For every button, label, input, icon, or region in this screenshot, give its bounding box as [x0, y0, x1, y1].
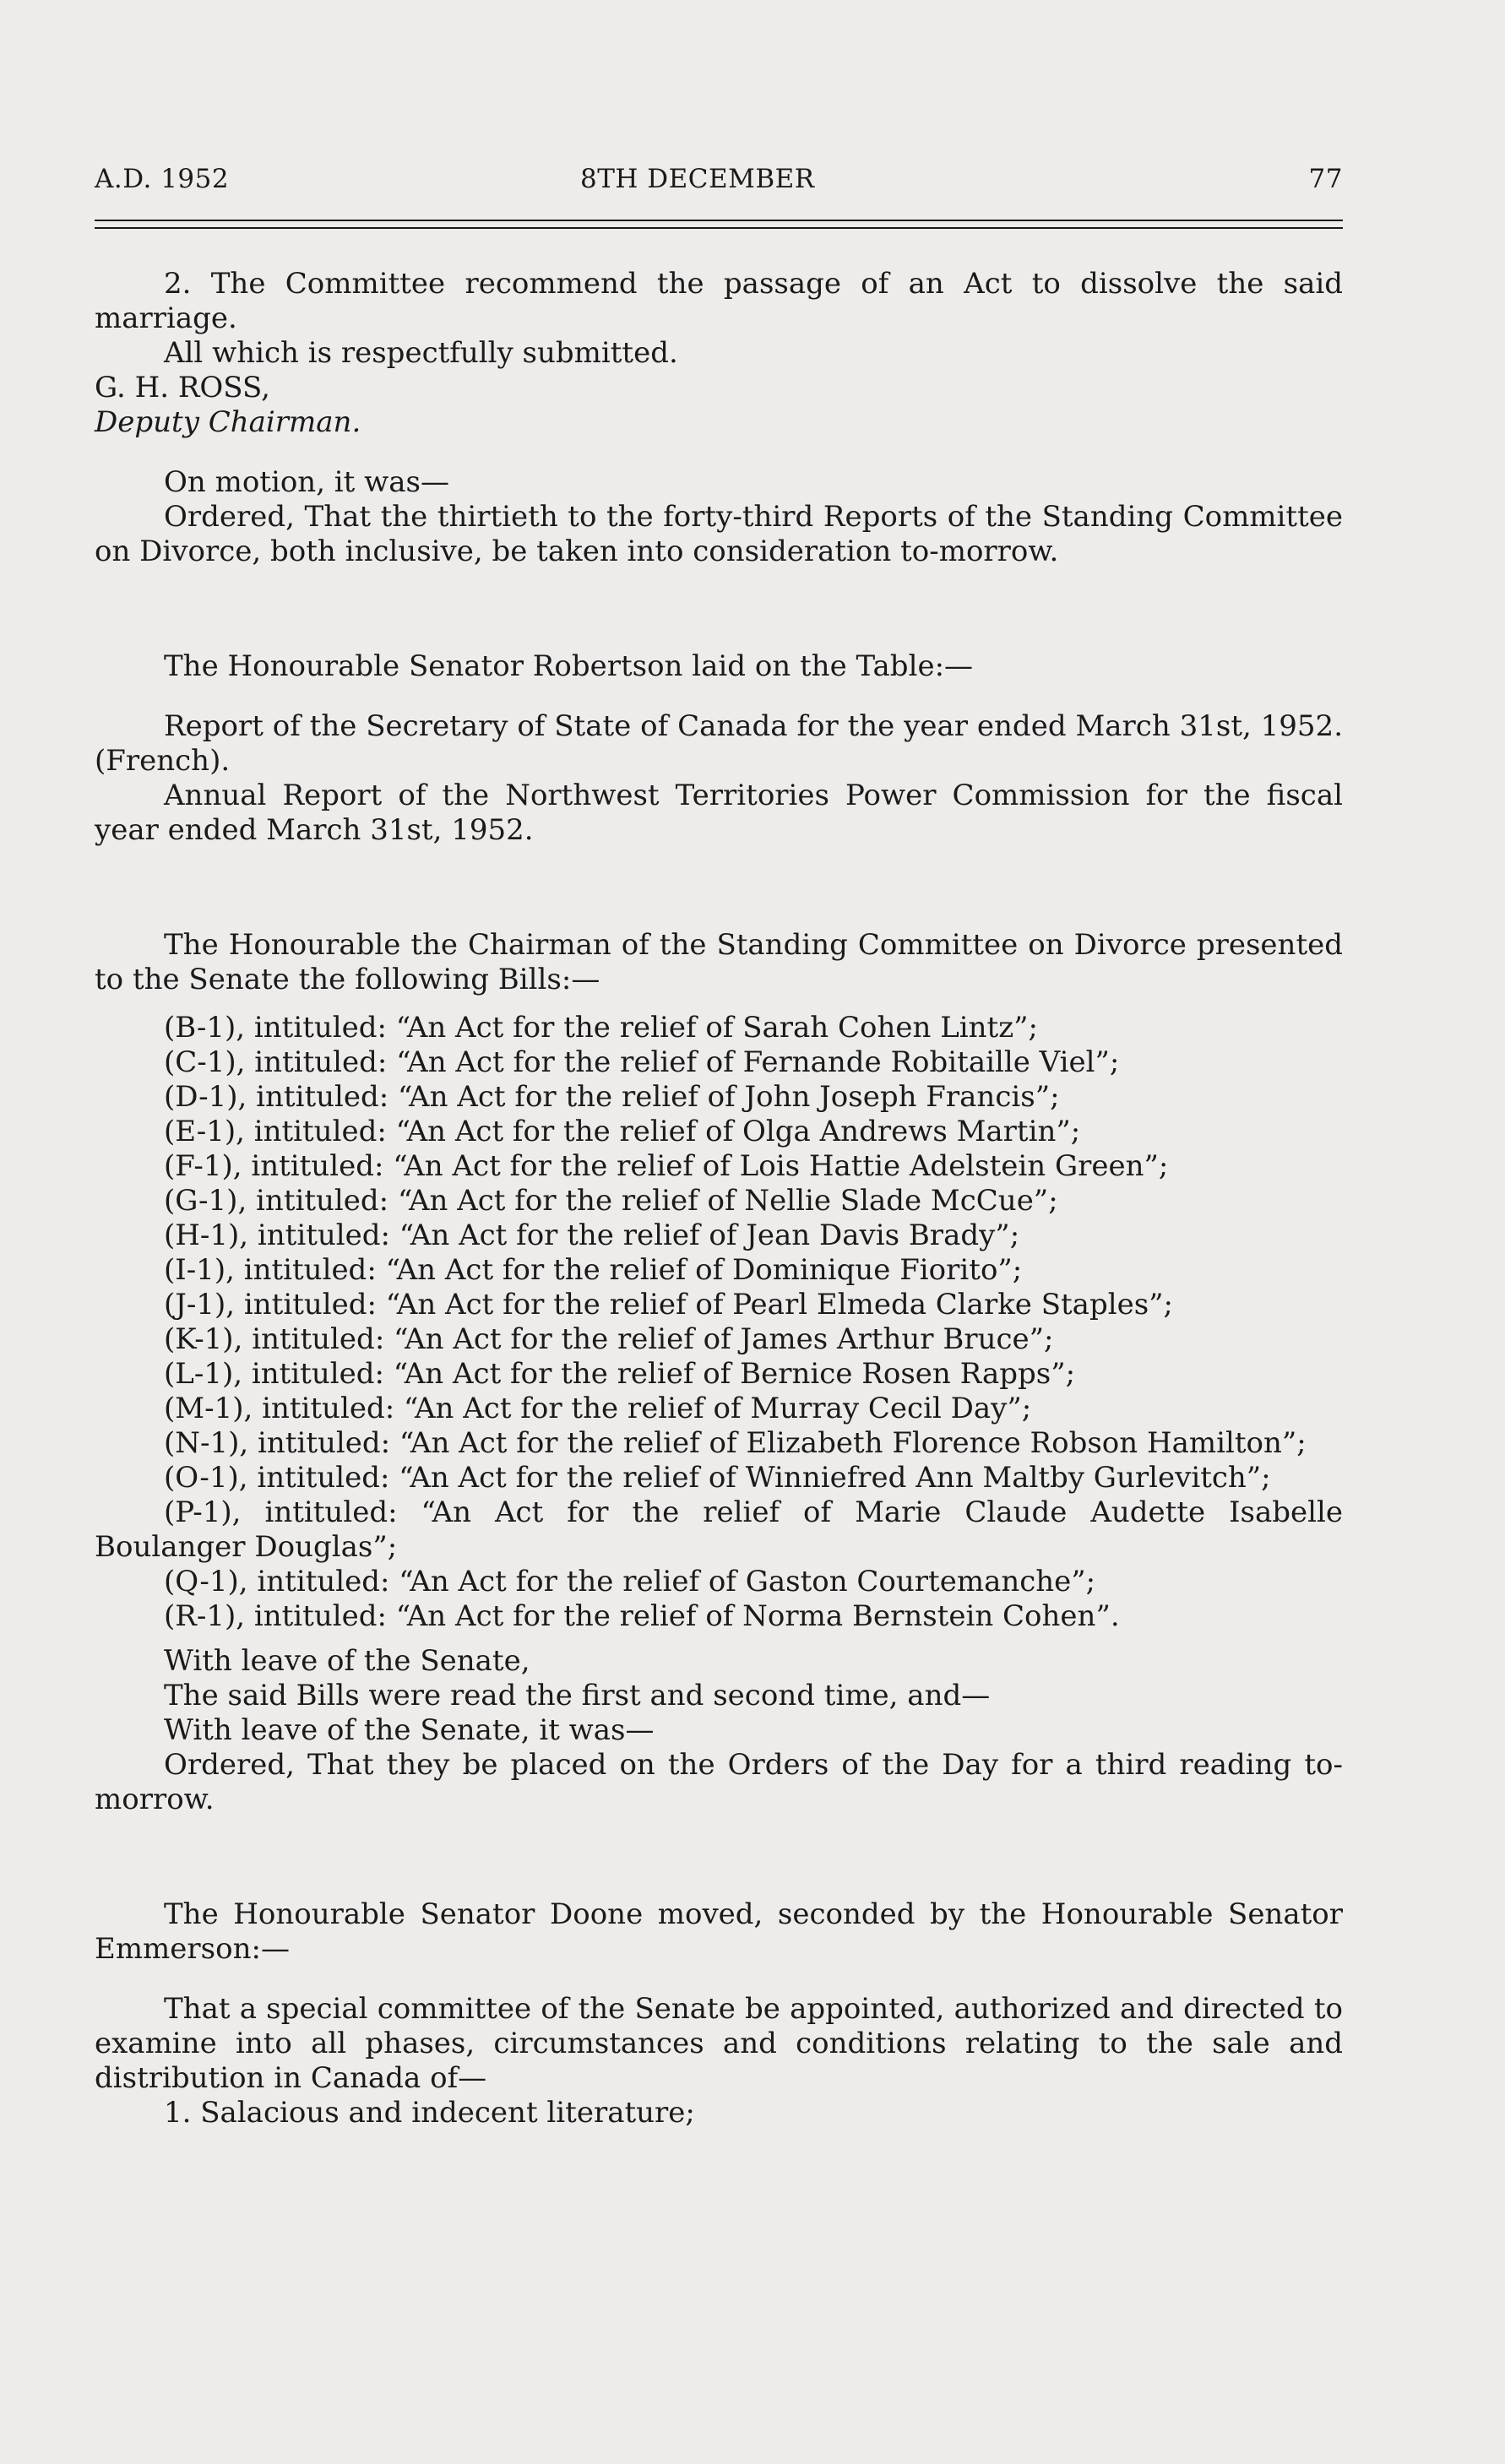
bill-item: (G-1), intituled: “An Act for the relief of Nellie Slade McCue”;	[164, 1184, 1058, 1218]
running-header	[95, 164, 1343, 201]
tabled-intro: The Honourable Senator Robertson laid on the Table:—	[164, 649, 974, 683]
bill-item: (N-1), intituled: “An Act for the relief of Elizabeth Florence Robson Hamilton”;	[164, 1426, 1307, 1460]
leave-line-2: With leave of the Senate, it was—	[164, 1713, 655, 1747]
bill-item: (L-1), intituled: “An Act for the relief of Bernice Rosen Rapps”;	[164, 1357, 1076, 1391]
bill-item: (J-1), intituled: “An Act for the relief of Pearl Elmeda Clarke Staples”;	[164, 1288, 1173, 1322]
bill-item: (D-1), intituled: “An Act for the relief of John Joseph Francis”;	[164, 1080, 1060, 1114]
signature-title: Deputy Chairman.	[95, 405, 361, 439]
doone-motion: The Honourable Senator Doone moved, seconded by the Honourable Senator Emmerson:—	[95, 1897, 1343, 1966]
header-date: 8TH DECEMBER	[580, 164, 815, 194]
page-number: 77	[1308, 164, 1343, 194]
submission-line: All which is respectfully submitted.	[164, 336, 678, 370]
bill-item: (K-1), intituled: “An Act for the relief of James Arthur Bruce”;	[164, 1322, 1054, 1356]
bills-intro: The Honourable the Chairman of the Standing Committee on Divorce presented to the Senate the following Bills:—	[95, 928, 1343, 996]
header-year: A.D. 1952	[95, 164, 230, 194]
committee-recommendation: 2. The Committee recommend the passage of an Act to dissolve the said marriage.	[95, 267, 1343, 335]
bill-item: (I-1), intituled: “An Act for the relief of Dominique Fiorito”;	[164, 1253, 1023, 1287]
item-salacious-literature: 1. Salacious and indecent literature;	[164, 2096, 695, 2130]
header-rule-top	[95, 220, 1343, 221]
order-reports: Ordered, That the thirtieth to the forty-third Reports of the Standing Committee on Divorce, both inclusive, be taken into consideration to-morrow.	[95, 500, 1343, 568]
bill-item: (M-1), intituled: “An Act for the relief of Murray Cecil Day”;	[164, 1392, 1032, 1425]
bill-item: (O-1), intituled: “An Act for the relief of Winniefred Ann Maltby Gurlevitch”;	[164, 1461, 1271, 1495]
special-committee-motion: That a special committee of the Senate be appointed, authorized and directed to examine into all phases, circumstances and conditions relating to the sale and distribution in Canada of—	[95, 1992, 1343, 2095]
bills-list	[95, 1011, 1343, 1634]
bill-item: (Q-1), intituled: “An Act for the relief of Gaston Courtemanche”;	[164, 1565, 1096, 1598]
motion-line: On motion, it was—	[164, 465, 449, 499]
bill-item: (H-1), intituled: “An Act for the relief of Jean Davis Brady”;	[164, 1218, 1020, 1252]
order-third-reading: Ordered, That they be placed on the Orders of the Day for a third reading to-morrow.	[95, 1748, 1343, 1816]
report-secretary-of-state: Report of the Secretary of State of Canada for the year ended March 31st, 1952. (French).	[95, 709, 1343, 778]
bill-item: (P-1), intituled: “An Act for the relief of Marie Claude Audette Isabelle Boulanger Douglas”;	[95, 1495, 1343, 1564]
signature-name: G. H. ROSS,	[95, 371, 270, 404]
bill-item: (F-1), intituled: “An Act for the relief of Lois Hattie Adelstein Green”;	[164, 1149, 1169, 1183]
report-power-commission: Annual Report of the Northwest Territories Power Commission for the fiscal year ended March 31st, 1952.	[95, 779, 1343, 847]
leave-line-1: With leave of the Senate,	[164, 1644, 530, 1678]
header-rule-bottom	[95, 227, 1343, 229]
bills-read-line: The said Bills were read the first and second time, and—	[164, 1679, 991, 1712]
page-body	[95, 267, 1343, 2130]
bill-item: (R-1), intituled: “An Act for the relief of Norma Bernstein Cohen”.	[164, 1599, 1120, 1633]
bill-item: (B-1), intituled: “An Act for the relief of Sarah Cohen Lintz”;	[164, 1011, 1038, 1045]
bill-item: (C-1), intituled: “An Act for the relief of Fernande Robitaille Viel”;	[164, 1045, 1120, 1079]
bill-item: (E-1), intituled: “An Act for the relief of Olga Andrews Martin”;	[164, 1115, 1081, 1148]
